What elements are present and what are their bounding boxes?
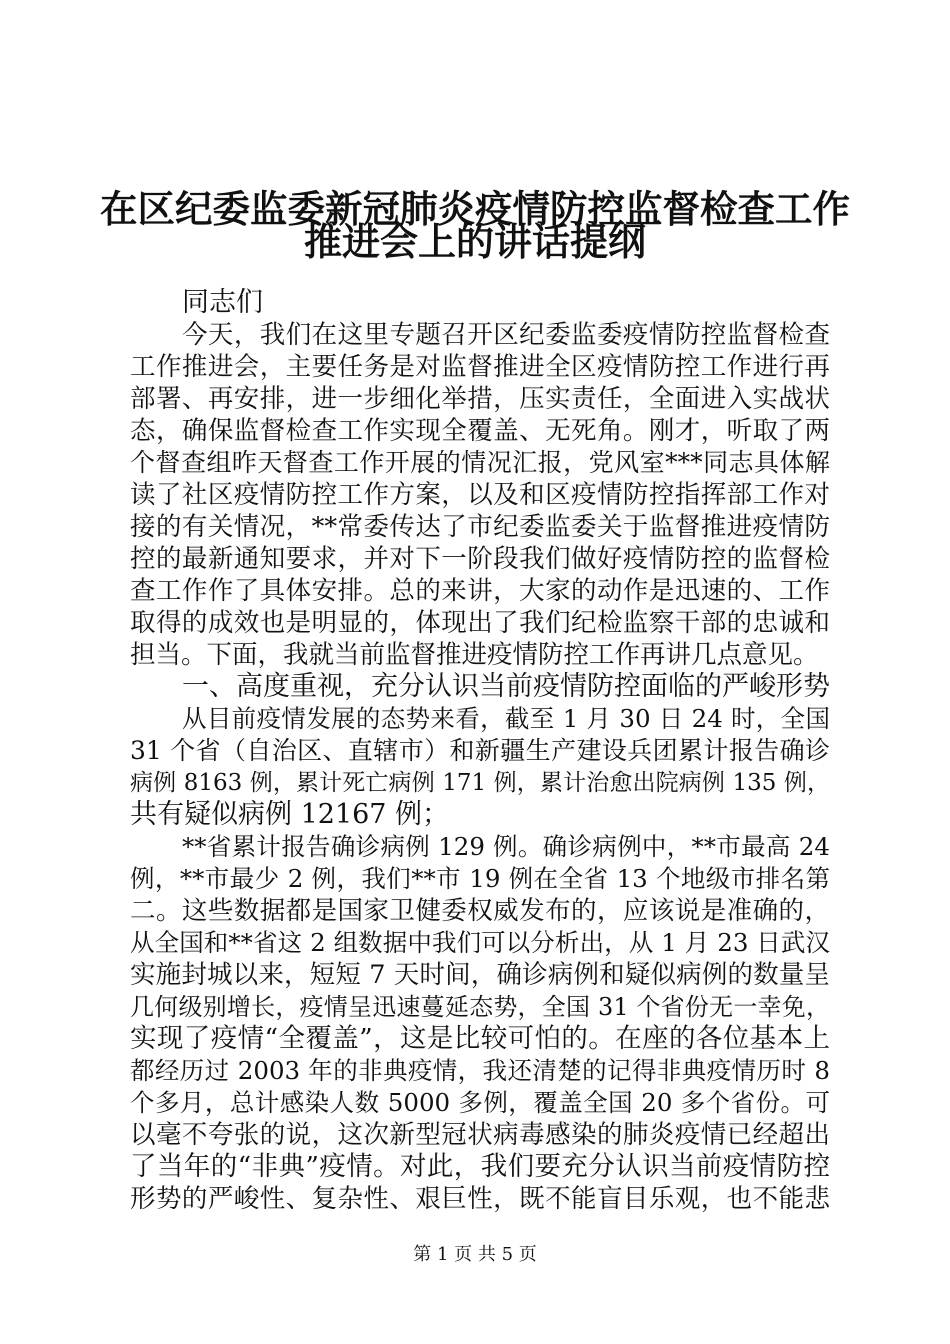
body-line: 几何级别增长，疫情呈迅速蔓延态势，全国 31 个省份无一幸免， (130, 993, 830, 1021)
body-line: 一、高度重视，充分认识当前疫情防控面临的严峻形势 (182, 671, 830, 702)
body-line: 从目前疫情发展的态势来看，截至 1 月 30 日 24 时，全国 (182, 704, 830, 733)
body-line: 从全国和**省这 2 组数据中我们可以分析出，从 1 月 23 日武汉 (130, 928, 830, 957)
body-line: 同志们 (182, 287, 263, 318)
body-line: 部署、再安排，进一步细化举措，压实责任，全面进入实战状 (130, 384, 830, 414)
body-line: 实施封城以来，短短 7 天时间，确诊病例和疑似病例的数量呈 (130, 960, 830, 990)
body-line: 接的有关情况，**常委传达了市纪委监委关于监督推进疫情防 (130, 512, 830, 542)
body-line: 个督查组昨天督查工作开展的情况汇报，党风室***同志具体解 (130, 448, 830, 477)
body-line: 以毫不夸张的说，这次新型冠状病毒感染的肺炎疫情已经超出 (130, 1120, 830, 1150)
body-line: 查工作作了具体安排。总的来讲，大家的动作是迅速的、工作 (130, 576, 830, 606)
body-line: 读了社区疫情防控工作方案，以及和区疫情防控指挥部工作对 (130, 480, 830, 510)
document-title-line-2: 推进会上的讲话提纲 (303, 219, 646, 264)
body-line: **省累计报告确诊病例 129 例。确诊病例中，**市最高 24 (182, 832, 830, 861)
body-line: 二。这些数据都是国家卫健委权威发布的，应该说是准确的， (130, 896, 830, 926)
body-line: 实现了疫情“全覆盖”，这是比较可怕的。在座的各位基本上 (130, 1023, 830, 1054)
body-line: 了当年的“非典”疫情。对此，我们要充分认识当前疫情防控 (130, 1151, 830, 1182)
body-line: 控的最新通知要求，并对下一阶段我们做好疫情防控的监督检 (130, 544, 830, 574)
document-title-line-1: 在区纪委监委新冠肺炎疫情防控监督检查工作 (100, 187, 850, 231)
body-line: 今天，我们在这里专题召开区纪委监委疫情防控监督检查 (182, 320, 830, 350)
body-line: 共有疑似病例 12167 例； (130, 799, 450, 830)
body-line: 个多月，总计感染人数 5000 多例，覆盖全国 20 多个省份。可 (130, 1088, 830, 1117)
body-line: 工作推进会，主要任务是对监督推进全区疫情防控工作进行再 (130, 352, 830, 382)
body-line: 31 个省（自治区、直辖市）和新疆生产建设兵团累计报告确诊 (130, 736, 830, 765)
body-line: 病例 8163 例，累计死亡病例 171 例，累计治愈出院病例 135 例， (130, 770, 830, 796)
body-line: 都经历过 2003 年的非典疫情，我还清楚的记得非典疫情历时 8 (130, 1056, 830, 1085)
document-body (130, 287, 830, 1215)
body-line: 形势的严峻性、复杂性、艰巨性，既不能盲目乐观，也不能悲 (130, 1184, 830, 1214)
body-line: 态，确保监督检查工作实现全覆盖、无死角。刚才，听取了两 (130, 416, 830, 446)
body-line: 担当。下面，我就当前监督推进疫情防控工作再讲几点意见。 (130, 640, 819, 670)
body-line: 例，**市最少 2 例，我们**市 19 例在全省 13 个地级市排名第 (130, 864, 830, 893)
page-footer: 第 1 页 共 5 页 (413, 1244, 537, 1265)
body-line: 取得的成效也是明显的，体现出了我们纪检监察干部的忠诚和 (130, 608, 830, 638)
